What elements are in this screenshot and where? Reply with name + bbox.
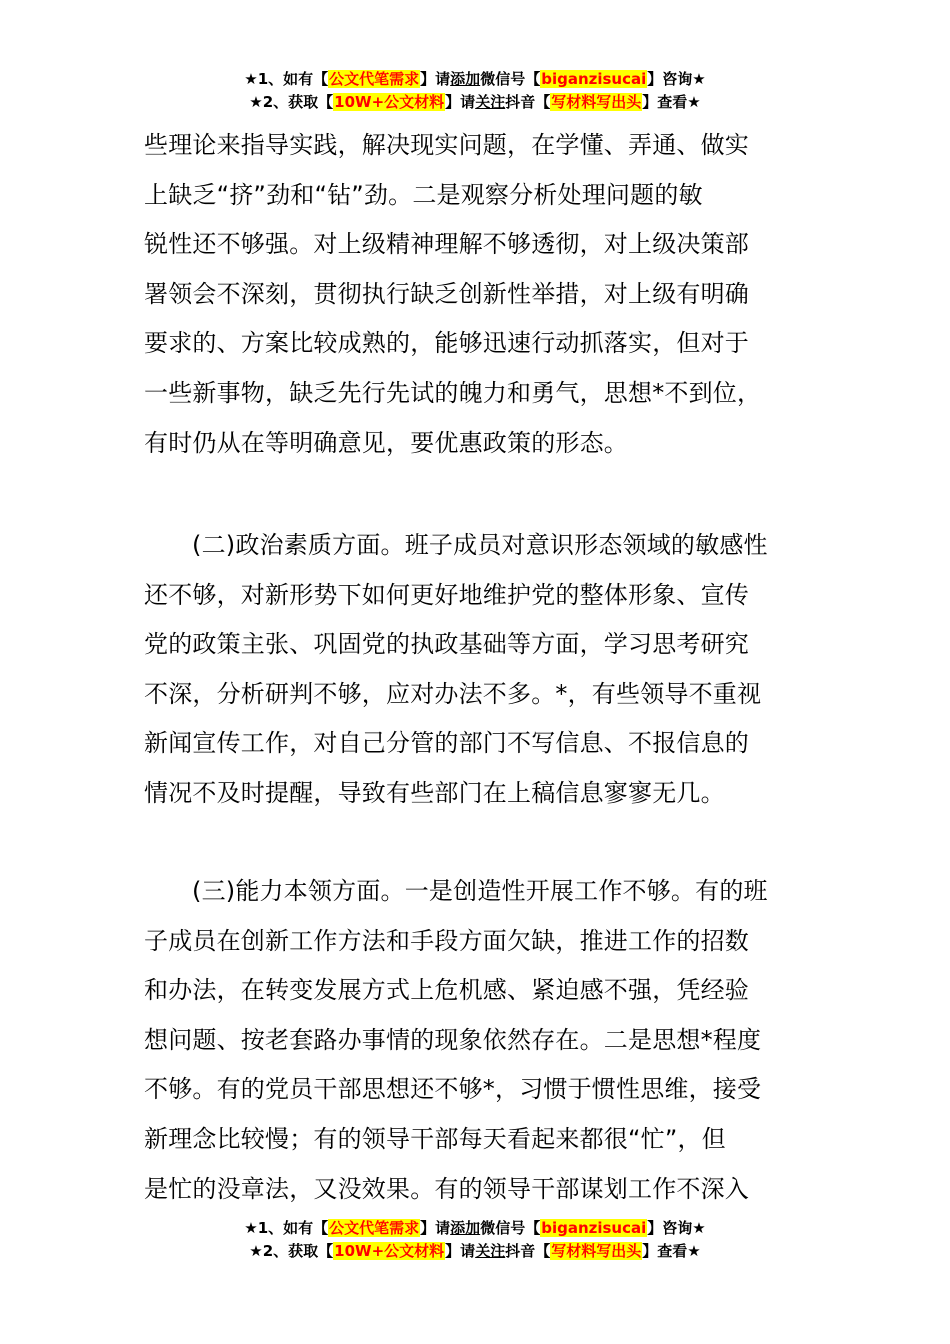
- text-line: 是忙的没章法，又没效果。有的领导干部谋划工作不深入: [144, 1174, 749, 1203]
- footer-banner: [0, 1217, 950, 1263]
- text-line: 党的政策主张、巩固党的执政基础等方面，学习思考研究: [144, 630, 749, 659]
- banner-text: 1、如有【: [257, 1219, 329, 1237]
- paragraph-political-quality: [144, 521, 808, 819]
- highlight-materials: 10W+公文材料: [334, 1242, 445, 1260]
- banner-text: 】咨询: [647, 1219, 693, 1237]
- text-line: 和办法，在转变发展方式上危机感、紧迫感不强，凭经验: [144, 976, 749, 1005]
- banner-text: 】请: [445, 93, 476, 111]
- highlight-douyin: 写材料写出头: [551, 1242, 642, 1260]
- star-icon: ★: [244, 1219, 258, 1237]
- star-icon: ★: [249, 1242, 263, 1260]
- banner-text: 微信号【: [480, 70, 541, 88]
- banner-underlined: 关注: [475, 1242, 506, 1260]
- paragraph-continuation: [144, 121, 808, 468]
- banner-text: 】查看: [642, 1242, 688, 1260]
- highlight-wechat-id: biganzisucai: [541, 70, 647, 88]
- highlight-service: 公文代笔需求: [329, 70, 420, 88]
- text-line: 有时仍从在等明确意见，要优惠政策的形态。: [144, 428, 628, 457]
- banner-text: 2、获取【: [262, 93, 334, 111]
- banner-text: 微信号【: [480, 1219, 541, 1237]
- banner-text: 】请: [420, 70, 451, 88]
- banner-underlined: 添加: [450, 1219, 481, 1237]
- text-line: 不深，分析研判不够，应对办法不多。*，有些领导不重视: [144, 679, 762, 708]
- star-icon: ★: [687, 93, 701, 111]
- text-line: 要求的、方案比较成熟的，能够迅速行动抓落实，但对于: [144, 329, 749, 358]
- paragraph-capability: [144, 867, 808, 1214]
- text-line: 子成员在创新工作方法和手段方面欠缺，推进工作的招数: [144, 926, 749, 955]
- text-line: 些理论来指导实践，解决现实问题，在学懂、弄通、做实: [144, 131, 749, 159]
- banner-text: 】咨询: [647, 70, 693, 88]
- text-line: (二)政治素质方面。班子成员对意识形态领域的敏感性: [192, 531, 768, 559]
- star-icon: ★: [687, 1242, 701, 1260]
- text-line: 新闻宣传工作，对自己分管的部门不写信息、不报信息的: [144, 729, 749, 758]
- header-banner: [0, 68, 950, 114]
- banner-text: 2、获取【: [262, 1242, 334, 1260]
- banner-text: 抖音【: [505, 93, 551, 111]
- star-icon: ★: [692, 70, 706, 88]
- banner-line-1: [0, 68, 950, 91]
- text-line: 一些新事物，缺乏先行先试的魄力和勇气，思想*不到位，: [144, 378, 762, 407]
- text-line: 锐性还不够强。对上级精神理解不够透彻，对上级决策部: [144, 230, 749, 259]
- banner-line-2: [0, 1240, 950, 1263]
- text-line: 上缺乏“挤”劲和“钻”劲。二是观察分析处理问题的敏: [144, 180, 703, 209]
- text-line: (三)能力本领方面。一是创造性开展工作不够。有的班: [192, 877, 768, 905]
- star-icon: ★: [244, 70, 258, 88]
- text-line: 想问题、按老套路办事情的现象依然存在。二是思想*程度: [144, 1025, 762, 1054]
- text-line: 不够。有的党员干部思想还不够*，习惯于惯性思维，接受: [144, 1075, 762, 1104]
- star-icon: ★: [692, 1219, 706, 1237]
- text-line: 署领会不深刻，贯彻执行缺乏创新性举措，对上级有明确: [144, 279, 749, 308]
- banner-text: 】请: [420, 1219, 451, 1237]
- text-line: 情况不及时提醒，导致有些部门在上稿信息寥寥无几。: [144, 778, 725, 807]
- banner-underlined: 添加: [450, 70, 481, 88]
- banner-line-1: [0, 1217, 950, 1240]
- text-line: 还不够，对新形势下如何更好地维护党的整体形象、宣传: [144, 580, 749, 609]
- highlight-wechat-id: biganzisucai: [541, 1219, 647, 1237]
- banner-underlined: 关注: [475, 93, 506, 111]
- banner-text: 】查看: [642, 93, 688, 111]
- highlight-materials: 10W+公文材料: [334, 93, 445, 111]
- banner-text: 】请: [445, 1242, 476, 1260]
- highlight-douyin: 写材料写出头: [551, 93, 642, 111]
- text-line: 新理念比较慢；有的领导干部每天看起来都很“忙”，但: [144, 1124, 726, 1153]
- banner-line-2: [0, 91, 950, 114]
- highlight-service: 公文代笔需求: [329, 1219, 420, 1237]
- banner-text: 抖音【: [505, 1242, 551, 1260]
- banner-text: 1、如有【: [257, 70, 329, 88]
- star-icon: ★: [249, 93, 263, 111]
